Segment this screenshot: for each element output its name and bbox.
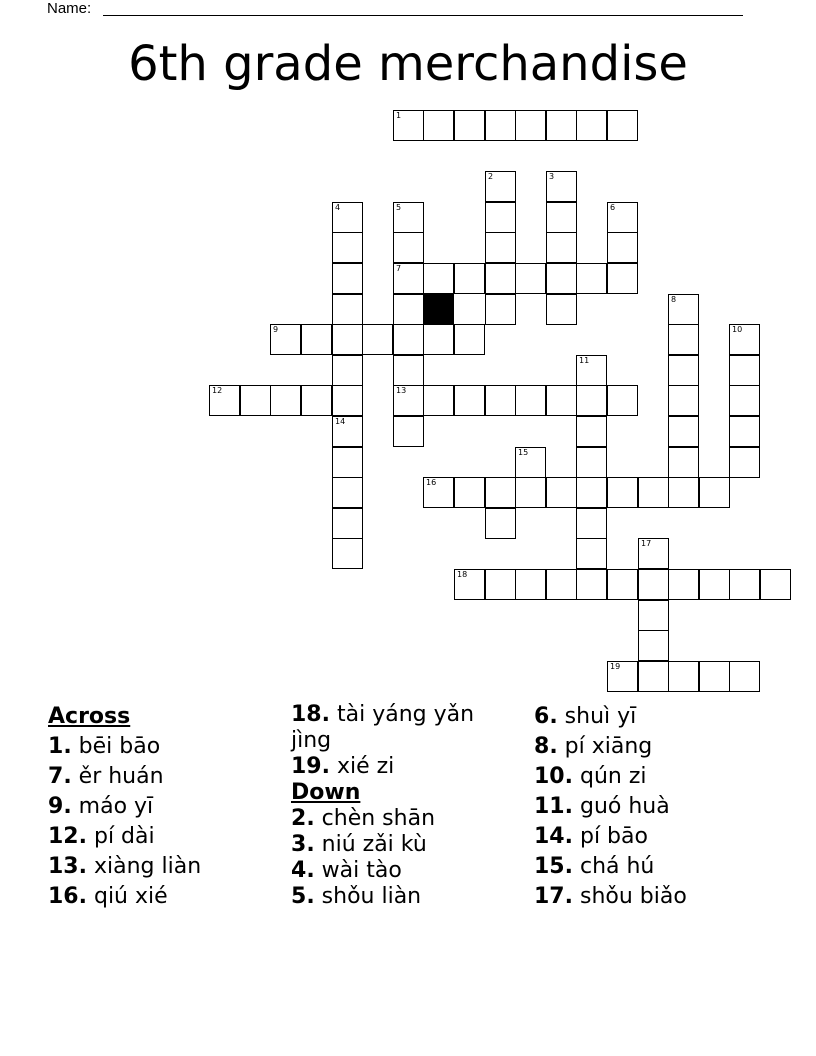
clue-number: 19 — [610, 662, 621, 671]
clue-item-text: qiú xié — [86, 884, 168, 909]
grid-cell[interactable] — [393, 294, 424, 325]
grid-cell[interactable] — [423, 324, 454, 355]
grid-cell[interactable] — [668, 569, 699, 600]
clue-number: 11 — [579, 356, 590, 365]
grid-cell[interactable] — [515, 477, 546, 508]
grid-cell[interactable] — [393, 202, 424, 233]
clue-item-number: 5 . — [291, 884, 315, 909]
grid-cell[interactable] — [240, 385, 271, 416]
grid-cell[interactable] — [515, 569, 546, 600]
grid-cell[interactable] — [668, 661, 699, 692]
clue-number: 7 — [396, 264, 402, 273]
grid-cell[interactable] — [423, 110, 454, 141]
grid-cell[interactable] — [638, 600, 669, 631]
grid-cell[interactable] — [393, 385, 424, 416]
grid-cell[interactable] — [668, 416, 699, 447]
grid-cell[interactable] — [576, 110, 607, 141]
clue-number: 3 — [549, 172, 555, 181]
grid-cell[interactable] — [454, 110, 485, 141]
grid-cell[interactable] — [576, 385, 607, 416]
clue-item-number: 2 . — [291, 806, 315, 831]
across-heading: Across — [48, 704, 131, 729]
clue-item-number: 13 . — [48, 854, 87, 879]
clue-item — [291, 884, 521, 910]
clue-item — [291, 858, 521, 884]
grid-cell[interactable] — [332, 202, 363, 233]
clue-item-number: 10 . — [534, 764, 573, 789]
grid-cell[interactable] — [423, 477, 454, 508]
grid-cell[interactable] — [332, 508, 363, 539]
grid-cell[interactable] — [607, 661, 638, 692]
clue-item-number: 14 . — [534, 824, 573, 849]
clue-item-number: 17 . — [534, 884, 573, 909]
clue-item — [534, 882, 794, 912]
grid-cell[interactable] — [607, 110, 638, 141]
grid-cell[interactable] — [423, 385, 454, 416]
clue-number: 14 — [335, 417, 346, 426]
grid-cell[interactable] — [576, 508, 607, 539]
grid-cell[interactable] — [485, 569, 516, 600]
clue-item-text: chèn shān — [314, 806, 436, 831]
grid-cell[interactable] — [485, 171, 516, 202]
grid-cell[interactable] — [332, 416, 363, 447]
grid-cell[interactable] — [515, 385, 546, 416]
clue-item-text: niú zǎi kù — [314, 832, 427, 857]
grid-cell[interactable] — [485, 263, 516, 294]
grid-cell[interactable] — [485, 294, 516, 325]
grid-cell[interactable] — [362, 324, 393, 355]
grid-cell[interactable] — [393, 232, 424, 263]
grid-cell[interactable] — [729, 447, 760, 478]
grid-cell[interactable] — [332, 324, 363, 355]
grid-cell[interactable] — [638, 569, 669, 600]
clue-item-text: bēi bāo — [71, 734, 161, 759]
grid-cell[interactable] — [576, 263, 607, 294]
clue-item-number: 4 . — [291, 858, 315, 883]
grid-cell[interactable] — [607, 569, 638, 600]
clue-number: 15 — [518, 448, 529, 457]
clue-item — [48, 732, 278, 762]
black-cell — [423, 294, 454, 325]
clue-item — [48, 882, 278, 912]
grid-cell[interactable] — [607, 385, 638, 416]
grid-cell[interactable] — [454, 569, 485, 600]
grid-cell[interactable] — [301, 385, 332, 416]
grid-cell[interactable] — [546, 569, 577, 600]
grid-cell[interactable] — [607, 202, 638, 233]
grid-cell[interactable] — [699, 661, 730, 692]
grid-cell[interactable] — [454, 324, 485, 355]
grid-cell[interactable] — [607, 477, 638, 508]
grid-cell[interactable] — [638, 661, 669, 692]
grid-cell[interactable] — [729, 385, 760, 416]
grid-cell[interactable] — [638, 538, 669, 569]
grid-cell[interactable] — [729, 569, 760, 600]
clue-number: 9 — [273, 325, 279, 334]
down-clue-list-continued — [534, 702, 794, 912]
grid-cell[interactable] — [301, 324, 332, 355]
grid-cell[interactable] — [546, 171, 577, 202]
grid-cell[interactable] — [546, 263, 577, 294]
grid-cell[interactable] — [576, 355, 607, 386]
clue-item-number: 3 . — [291, 832, 315, 857]
grid-cell[interactable] — [515, 447, 546, 478]
grid-cell[interactable] — [332, 477, 363, 508]
clue-item-text: chá hú — [572, 854, 655, 879]
grid-cell[interactable] — [576, 447, 607, 478]
clue-item-number: 19 . — [291, 754, 330, 779]
grid-cell[interactable] — [638, 477, 669, 508]
clue-item-number: 8 . — [534, 734, 558, 759]
grid-cell[interactable] — [332, 355, 363, 386]
grid-cell[interactable] — [729, 416, 760, 447]
clue-item — [48, 822, 278, 852]
clue-item-text: qún zi — [572, 764, 647, 789]
grid-cell[interactable] — [546, 110, 577, 141]
clue-item — [291, 754, 521, 780]
clue-item — [48, 762, 278, 792]
grid-cell[interactable] — [699, 569, 730, 600]
grid-cell[interactable] — [393, 355, 424, 386]
clue-item-text: tài yáng yǎn jìng — [291, 702, 475, 753]
clue-number: 13 — [396, 386, 407, 395]
clues-column-2 — [291, 702, 521, 910]
clue-item — [534, 822, 794, 852]
clue-item-text: pí dài — [86, 824, 155, 849]
grid-cell[interactable] — [576, 538, 607, 569]
grid-cell[interactable] — [546, 202, 577, 233]
grid-cell[interactable] — [393, 324, 424, 355]
grid-cell[interactable] — [576, 569, 607, 600]
clues-column-1 — [48, 702, 278, 912]
clue-number: 5 — [396, 203, 402, 212]
grid-cell[interactable] — [485, 477, 516, 508]
clue-item — [291, 702, 521, 754]
grid-cell[interactable] — [668, 447, 699, 478]
grid-cell[interactable] — [485, 385, 516, 416]
grid-cell[interactable] — [546, 294, 577, 325]
grid-cell[interactable] — [332, 385, 363, 416]
clue-item-number: 11 . — [534, 794, 573, 819]
clue-item — [534, 852, 794, 882]
grid-cell[interactable] — [270, 385, 301, 416]
grid-cell[interactable] — [515, 110, 546, 141]
grid-cell[interactable] — [423, 263, 454, 294]
grid-cell[interactable] — [485, 202, 516, 233]
clue-item-number: 1 . — [48, 734, 72, 759]
across-clue-list-continued — [291, 702, 521, 780]
grid-cell[interactable] — [332, 447, 363, 478]
grid-cell[interactable] — [607, 232, 638, 263]
grid-cell[interactable] — [729, 661, 760, 692]
clue-item — [534, 732, 794, 762]
grid-cell[interactable] — [576, 477, 607, 508]
clue-item-text: pí bāo — [572, 824, 648, 849]
clue-number: 12 — [212, 386, 223, 395]
down-heading: Down — [291, 780, 361, 805]
clue-item-number: 9 . — [48, 794, 72, 819]
grid-cell[interactable] — [638, 630, 669, 661]
clue-number: 4 — [335, 203, 341, 212]
clues-column-3 — [534, 702, 794, 912]
grid-cell[interactable] — [546, 477, 577, 508]
clue-item-text: shuì yī — [557, 704, 637, 729]
clue-item-text: pí xiāng — [557, 734, 653, 759]
grid-cell[interactable] — [332, 263, 363, 294]
grid-cell[interactable] — [515, 263, 546, 294]
clue-number: 10 — [732, 325, 743, 334]
page-title: 6th grade merchandise — [128, 36, 688, 92]
clue-item-number: 6 . — [534, 704, 558, 729]
clue-item-number: 12 . — [48, 824, 87, 849]
clue-item — [291, 832, 521, 858]
clue-item — [48, 852, 278, 882]
clue-item-text: shǒu liàn — [314, 884, 422, 909]
grid-cell[interactable] — [332, 294, 363, 325]
grid-cell[interactable] — [270, 324, 301, 355]
clue-item-number: 7 . — [48, 764, 72, 789]
clue-item-text: máo yī — [71, 794, 154, 819]
grid-cell[interactable] — [485, 232, 516, 263]
grid-cell[interactable] — [393, 110, 424, 141]
grid-cell[interactable] — [546, 385, 577, 416]
clue-item — [291, 806, 521, 832]
grid-cell[interactable] — [393, 263, 424, 294]
grid-cell[interactable] — [668, 477, 699, 508]
grid-cell[interactable] — [332, 538, 363, 569]
clue-item — [534, 702, 794, 732]
clue-number: 1 — [396, 111, 402, 120]
clue-number: 2 — [488, 172, 494, 181]
clue-item-text: ěr huán — [71, 764, 164, 789]
clue-number: 8 — [671, 295, 677, 304]
grid-cell[interactable] — [332, 232, 363, 263]
clue-item-text: wài tào — [314, 858, 402, 883]
grid-cell[interactable] — [454, 263, 485, 294]
clue-item-text: xié zi — [329, 754, 395, 779]
grid-cell[interactable] — [454, 477, 485, 508]
clue-number: 17 — [641, 539, 652, 548]
clue-item — [48, 792, 278, 822]
grid-cell[interactable] — [668, 385, 699, 416]
across-clue-list — [48, 732, 278, 912]
clue-item-number: 18 . — [291, 702, 330, 727]
grid-cell[interactable] — [729, 324, 760, 355]
clue-item-text: shǒu biǎo — [572, 884, 687, 909]
down-clue-list — [291, 806, 521, 910]
grid-cell[interactable] — [668, 294, 699, 325]
clue-item-number: 15 . — [534, 854, 573, 879]
clue-item-text: xiàng liàn — [86, 854, 202, 879]
grid-cell[interactable] — [668, 324, 699, 355]
clue-item-text: guó huà — [572, 794, 670, 819]
clue-item-number: 16 . — [48, 884, 87, 909]
grid-cell[interactable] — [729, 355, 760, 386]
grid-cell[interactable] — [760, 569, 791, 600]
grid-cell[interactable] — [668, 355, 699, 386]
clue-number: 16 — [426, 478, 437, 487]
clue-number: 6 — [610, 203, 616, 212]
clue-item — [534, 792, 794, 822]
grid-cell[interactable] — [209, 385, 240, 416]
grid-cell[interactable] — [607, 263, 638, 294]
clue-item — [534, 762, 794, 792]
grid-cell[interactable] — [393, 416, 424, 447]
grid-cell[interactable] — [454, 385, 485, 416]
grid-cell[interactable] — [485, 508, 516, 539]
grid-cell[interactable] — [485, 110, 516, 141]
grid-cell[interactable] — [576, 416, 607, 447]
grid-cell[interactable] — [546, 232, 577, 263]
grid-cell[interactable] — [699, 477, 730, 508]
name-label: Name: — [47, 0, 92, 17]
clue-number: 18 — [457, 570, 468, 579]
